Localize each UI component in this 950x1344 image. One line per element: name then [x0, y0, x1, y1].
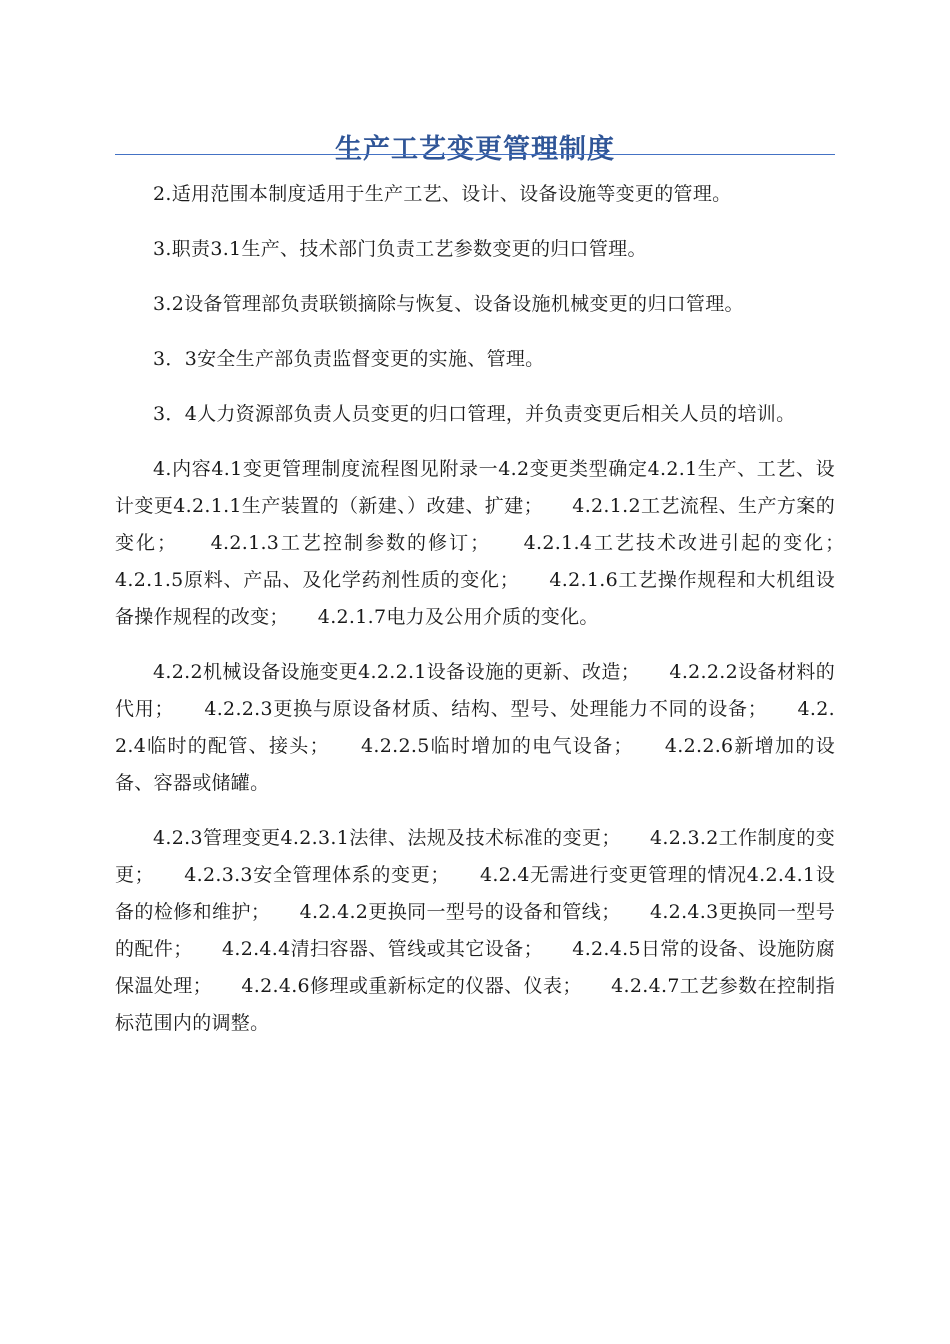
paragraph-content-4-2-2: 4.2.2机械设备设施变更4.2.2.1设备设施的更新、改造； 4.2.2.2设备材料的代用； 4.2.2.3更换与原设备材质、结构、型号、处理能力不同的设备； 4.2.2.4临时的配管、接头； 4.2.2.5临时增加的电气设备； 4.2.2.6新增加的设备、容器或储罐。	[115, 661, 835, 794]
paragraph-content-4-2-3: 4.2.3管理变更4.2.3.1法律、法规及技术标准的变更； 4.2.3.2工作制度的变更； 4.2.3.3安全管理体系的变更； 4.2.4无需进行变更管理的情况4.2.4.1设备的检修和维护； 4.2.4.2更换同一型号的设备和管线； 4.2.4.3更换同一型号的配件； 4.2.4.4清扫容器、管线或其它设备； 4.2.4.5日常的设备、设施防腐保温处理； 4.2.4.6修理或重新标定的仪器、仪表； 4.2.4.7工艺参数在控制指标范围内的调整。	[115, 827, 835, 1034]
paragraph-responsibility-3-3: 3．3安全生产部负责监督变更的实施、管理。	[153, 348, 545, 370]
title-underline	[115, 154, 835, 155]
document-body	[115, 176, 874, 1060]
paragraph-responsibility-3-1: 3.职责3.1生产、技术部门负责工艺参数变更的归口管理。	[153, 238, 647, 260]
paragraph-content-4-2-1: 4.内容4.1变更管理制度流程图见附录一4.2变更类型确定4.2.1生产、工艺、设计变更4.2.1.1生产装置的（新建、）改建、扩建； 4.2.1.2工艺流程、生产方案的变化； 4.2.1.3工艺控制参数的修订； 4.2.1.4工艺技术改进引起的变化； 4.2.1.5原料、产品、及化学药剂性质的变化； 4.2.1.6工艺操作规程和大机组设备操作规程的改变； 4.2.1.7电力及公用介质的变化。	[115, 458, 874, 628]
paragraph-responsibility-3-2: 3.2设备管理部负责联锁摘除与恢复、设备设施机械变更的归口管理。	[153, 293, 744, 315]
paragraph-responsibility-3-4: 3．4人力资源部负责人员变更的归口管理，并负责变更后相关人员的培训。	[153, 403, 796, 425]
paragraph-scope: 2.适用范围本制度适用于生产工艺、设计、设备设施等变更的管理。	[153, 183, 732, 205]
document-title: 生产工艺变更管理制度	[335, 134, 615, 166]
